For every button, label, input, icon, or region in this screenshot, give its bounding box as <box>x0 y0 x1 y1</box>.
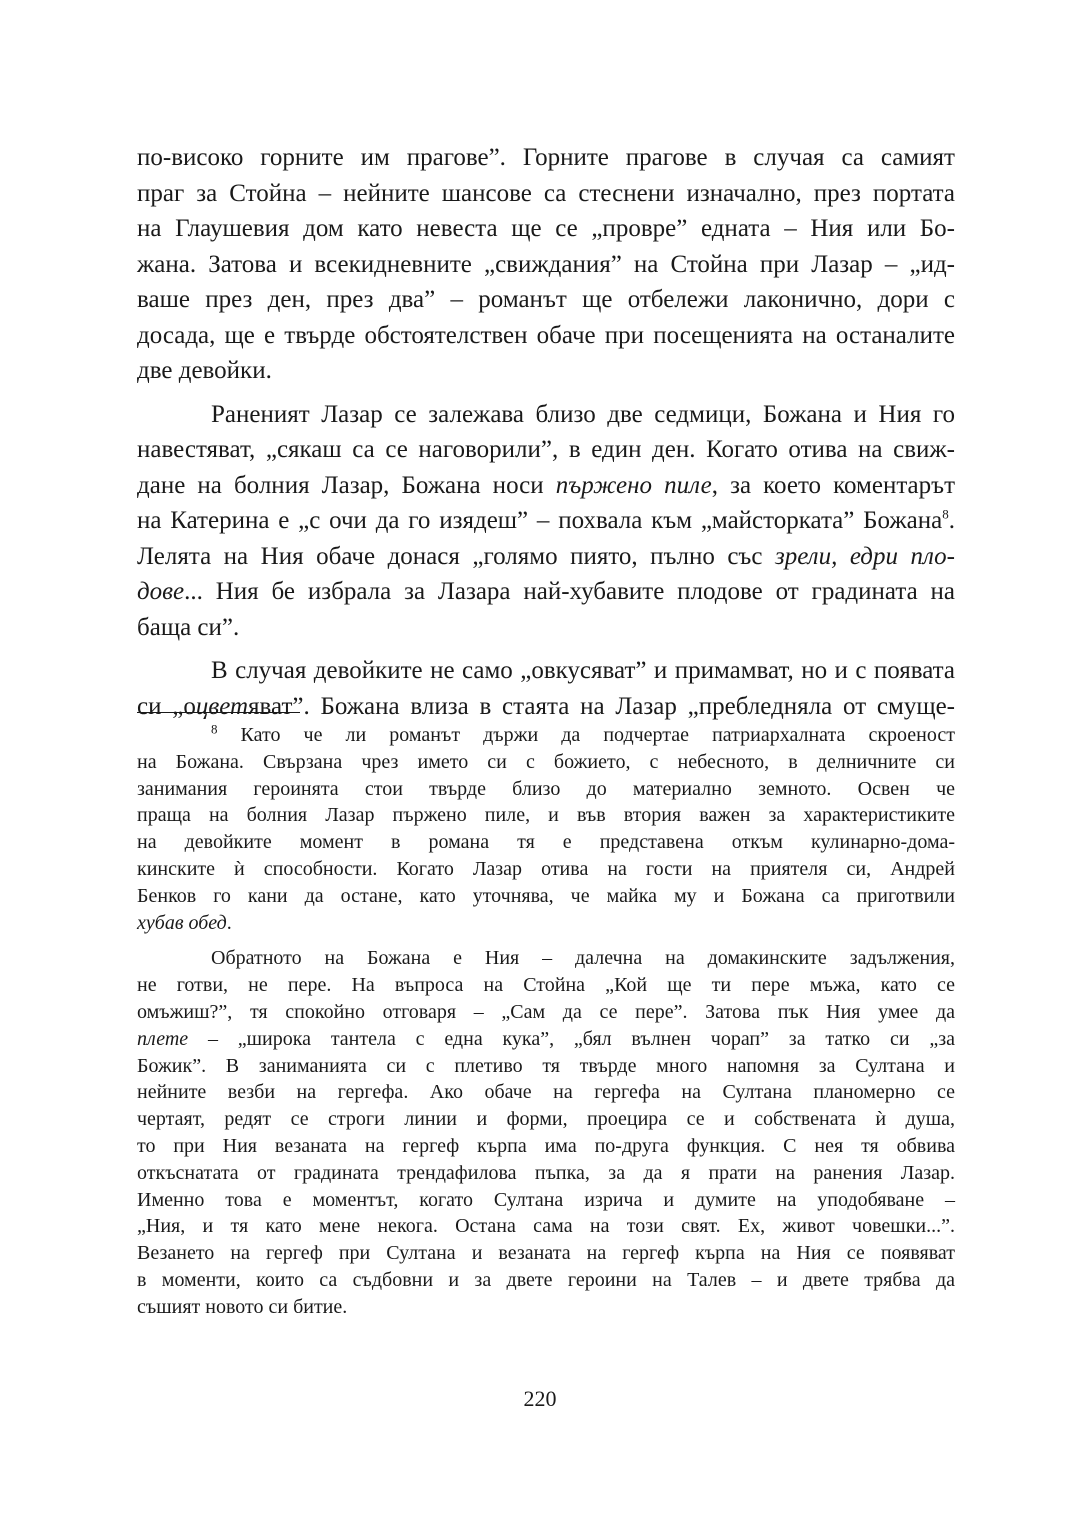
italic-phrase: хубав обед <box>137 911 227 934</box>
text-line: по-високо горните им прагове”. Горните прагове в случая са самият <box>137 144 955 171</box>
footnote-line: съшият новото си битие. <box>137 1295 348 1318</box>
text-line: на Глаушевия дом като невеста ще се „провре” едната – Ния или Бо- <box>137 215 955 242</box>
text-run: Като че ли романът държи да подчертае патриархалната скроеност <box>217 724 955 746</box>
text-line: ваше през ден, през два” – романът ще отбележи лаконично, дори с <box>137 286 955 313</box>
text-line: баща си”. <box>137 613 240 641</box>
text-line: досада, ще е твърде обстоятелствен обаче при посещенията на останалите <box>137 321 955 349</box>
text-run: си „о <box>137 692 196 720</box>
text-run: – „широка тантела с една кука”, „бял вълнен чорап” за татко си „за <box>188 1027 955 1050</box>
footnote-line: Бенков го кани да остане, като уточнява, че майка му и Божана са приготвили <box>137 884 955 907</box>
text-run: дане на болния Лазар, Божана носи <box>137 471 556 499</box>
footnote-line: на Божана. Свързана чрез името си с божието, с небесното, в делничните си <box>137 750 955 773</box>
main-text <box>137 140 955 724</box>
footnote-marker: 8 <box>211 721 218 737</box>
text-run: Лелята на Ния обаче донася „голямо пиято, пълно със <box>137 542 775 570</box>
text-run: на Катерина е „с очи да го изядеш” – похвала към „майсторката” Божана <box>137 507 943 534</box>
footnote-line: омъжиш?”, тя спокойно отговаря – „Сам да се пере”. Затова пък Ния умее да <box>137 1000 955 1023</box>
footnote-line: не готви, не пере. На въпроса на Стойна „Кой ще ти пере мъжа, като се <box>137 974 955 997</box>
footnote-line <box>137 1026 955 1053</box>
text-run: . <box>226 911 232 934</box>
text-run: ... Ния бе избрала за Лазара най-хубавите плодове от градината на <box>184 578 955 605</box>
text-line <box>137 503 955 539</box>
italic-phrase: дове <box>137 578 185 605</box>
text-line: жана. Затова и всекидневните „свиждания” на Стойна при Лазар – „ид- <box>137 250 955 278</box>
text-line <box>137 468 955 504</box>
footnote-line: то при Ния везаната на гергеф кърпа има по-друга функция. С нея тя обвива <box>137 1134 955 1157</box>
footnote-reference: 8 <box>942 506 949 522</box>
text-line <box>137 539 955 575</box>
italic-phrase: цвет <box>195 692 249 720</box>
footnote-line: праща на болния Лазар пържено пиле, и във втория важен за характеристиките <box>137 804 955 827</box>
text-run: , за което коментарът <box>711 471 956 499</box>
page-number: 220 <box>523 1386 557 1411</box>
footnote-line: кинските ѝ способности. Когато Лазар отива на гости на приятеля си, Андрей <box>137 857 955 880</box>
text-line <box>137 689 955 725</box>
footnote-line: Божик”. В заниманията си с плетиво тя твърде много напомня за Султана и <box>137 1054 955 1077</box>
footnote-line: откъснатата от градината трендафилова пъпка, за да я прати на ранения Лазар. <box>137 1161 955 1184</box>
footnote-line: чертаят, редят се строги линии и форми, проецира се и собствената ѝ душа, <box>137 1108 955 1131</box>
footnote <box>137 722 955 1321</box>
text-line: В случая девойките не само „овкусяват” и примамват, но и с появата <box>211 657 955 684</box>
footnote-line: в моменти, които са съдбовни и за двете героини на Талев – и двете трябва да <box>137 1268 955 1291</box>
italic-phrase: пържено пиле <box>555 471 712 499</box>
italic-phrase: плете <box>137 1027 189 1050</box>
footnote-line: Везането на гергеф при Султана и везаната на гергеф кърпа на Ния се появяват <box>137 1242 955 1265</box>
italic-phrase: зрели, едри пло- <box>774 542 955 570</box>
footnote-line: на девойките момент в романа тя е представена откъм кулинарно-дома- <box>137 831 955 854</box>
footnote-line <box>137 910 955 937</box>
text-run: яват”. Божана влиза в стаята на Лазар „пребледняла от смуще- <box>248 692 955 720</box>
footnote-line: Обратното на Божана е Ния – далечна на домакинските задължения, <box>211 947 955 970</box>
text-line: Раненият Лазар се залежава близо две седмици, Божана и Ния го <box>211 400 955 428</box>
text-line <box>137 574 955 610</box>
footnote-separator <box>137 712 300 713</box>
text-line: две девойки. <box>137 357 272 384</box>
footnote-line: занимания героинята стои твърде близо до материално земното. Освен че <box>137 777 955 800</box>
text-run: . <box>948 507 955 534</box>
footnote-line: „Ния, и тя като мене некога. Остана сама на този свят. Ех, живот човешки...”. <box>137 1215 955 1238</box>
text-line: навестяват, „сякаш са се наговорили”, в един ден. Когато отива на свиж- <box>137 436 955 463</box>
footnote-line <box>137 722 955 749</box>
text-line: праг за Стойна – нейните шансове са стеснени изначално, през портата <box>137 179 955 207</box>
footnote-line: Именно това е моментът, когато Султана изрича и думите на уподобяване – <box>137 1188 955 1211</box>
footnote-line: нейните везби на гергефа. Ако обаче на гергефа на Султана планомерно се <box>137 1081 955 1104</box>
